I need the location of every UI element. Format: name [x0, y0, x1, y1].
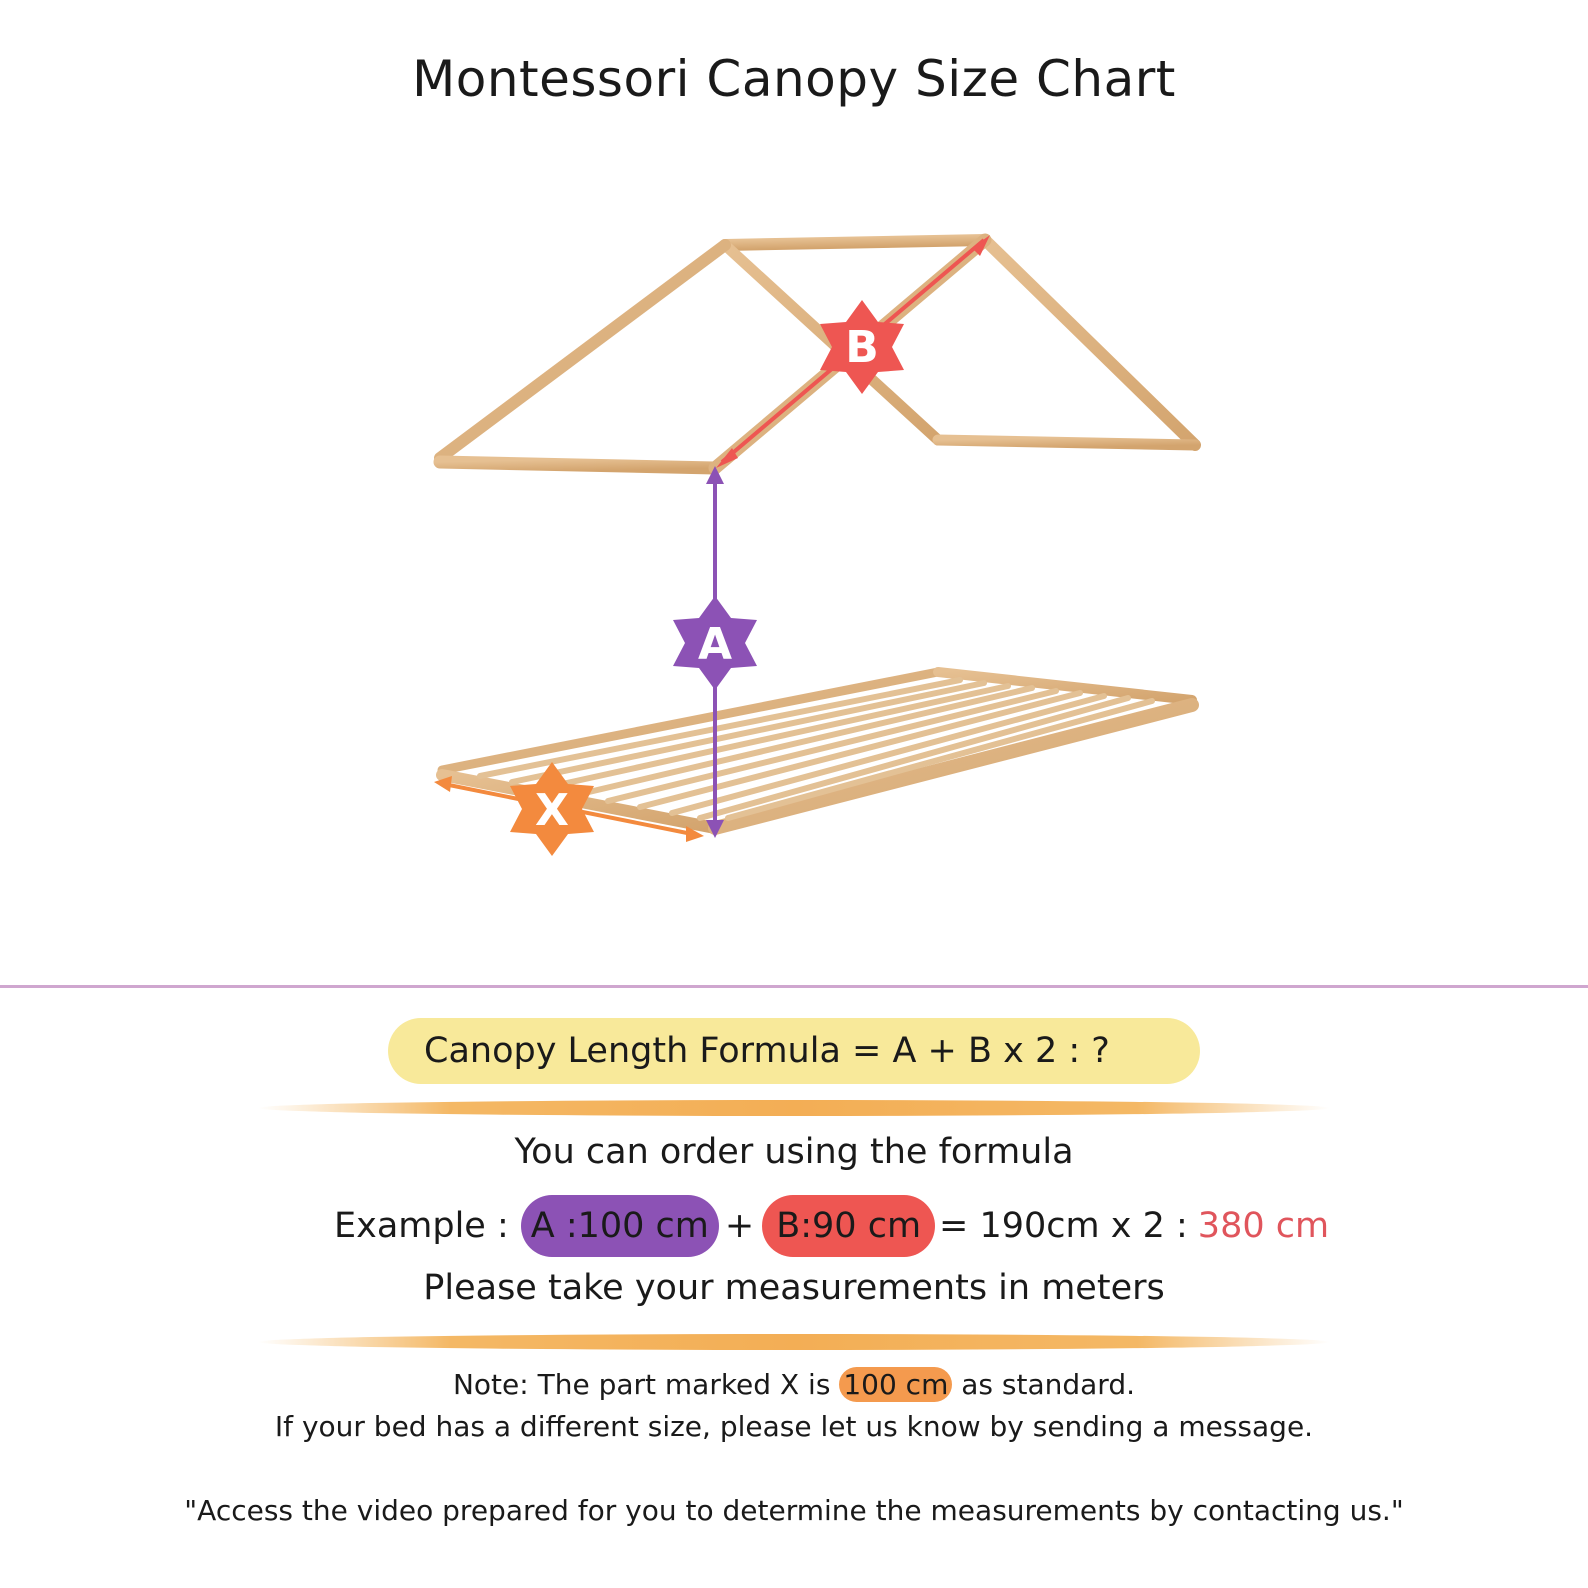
note-after: as standard.: [961, 1368, 1135, 1401]
bed-frame: [440, 240, 1195, 830]
decorative-streak-bottom: [258, 1334, 1330, 1350]
x-badge-icon: [510, 762, 594, 856]
example-plus: +: [724, 1206, 755, 1246]
note-line-2: If your bed has a different size, please let us know by sending a message.: [274, 1410, 1314, 1443]
page-title: Montessori Canopy Size Chart: [412, 50, 1176, 108]
decorative-streak-top: [258, 1100, 1330, 1116]
note-line: [0, 1368, 1588, 1401]
example-b-pill: B:90 cm: [762, 1195, 935, 1257]
a-badge-icon: [673, 596, 757, 690]
formula-banner: Canopy Length Formula = A + B x 2 : ?: [388, 1018, 1200, 1084]
measurement-unit-note: Please take your measurements in meters: [423, 1268, 1165, 1308]
example-prefix: Example :: [334, 1206, 509, 1246]
note-before: Note: The part marked X is: [452, 1368, 831, 1401]
note-highlight: 100 cm: [839, 1367, 952, 1402]
order-instruction: You can order using the formula: [514, 1132, 1074, 1172]
b-badge-label: B: [845, 322, 879, 373]
example-equals: = 190cm x 2 :: [939, 1206, 1188, 1246]
x-badge-label: X: [535, 785, 569, 836]
a-badge-label: A: [697, 619, 733, 670]
section-divider: [0, 985, 1588, 988]
example-result: 380 cm: [1197, 1206, 1330, 1246]
example-row: [334, 1194, 1329, 1258]
example-a-pill: A :100 cm: [521, 1195, 719, 1257]
access-video-note: "Access the video prepared for you to determine the measurements by contacting us.": [184, 1494, 1404, 1527]
